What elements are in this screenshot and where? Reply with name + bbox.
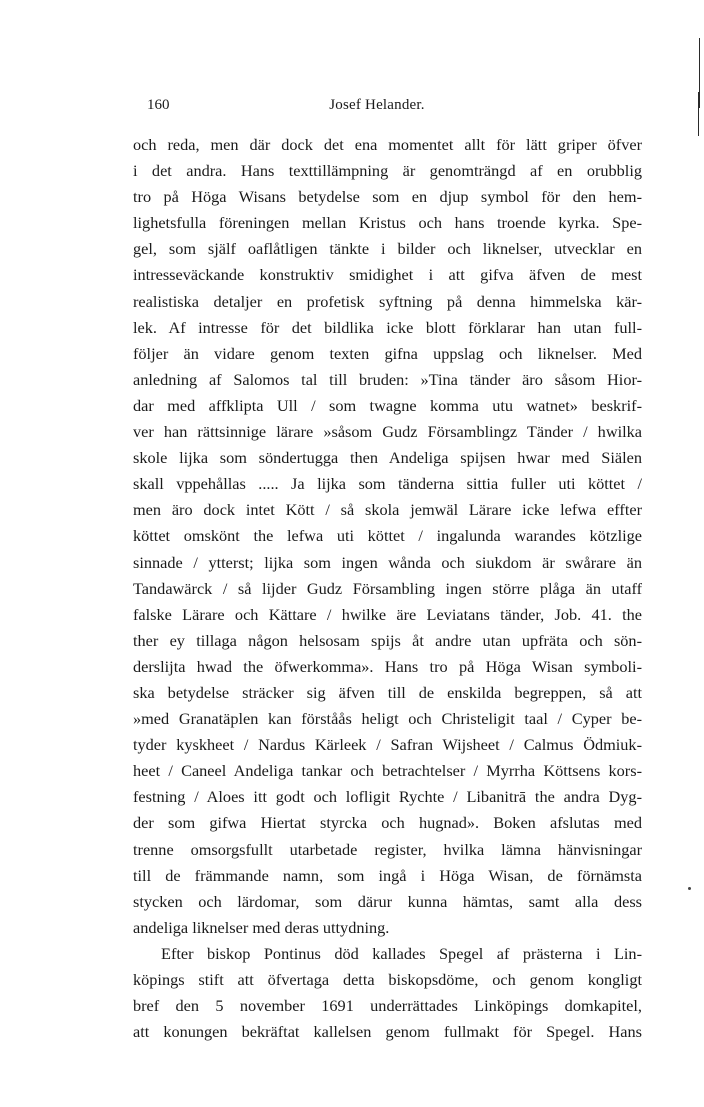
text-line: ver han rättsinnige lärare »såsom Gudz Församblingz Tänder / hwilka (133, 422, 642, 442)
text-line: följer än vidare genom texten gifna uppslag och liknelser. Med (133, 343, 642, 363)
text-line: stycken och lärdomar, som därur kunna hämtas, samt alla dess (133, 891, 642, 911)
scan-edge-line (698, 92, 699, 136)
text-line: realistiska detaljer en profetisk syftning på denna himmelska kär- (133, 291, 642, 311)
text-line: sinnade / ytterst; lijka som ingen wånda och siukdom är swårare än (133, 552, 642, 572)
text-line: gel, som själf oaflåtligen tänkte i bilder och liknelser, utvecklar en (133, 239, 642, 259)
text-line: köttet omskönt the lefwa uti köttet / ingalunda warandes kötzlige (133, 526, 642, 546)
text-line: skole lijka som söndertugga then Andeliga spijsen hwar med Siälen (133, 448, 642, 468)
body-text (133, 132, 642, 1045)
text-line: bref den 5 november 1691 underrättades Linköpings domkapitel, (133, 996, 642, 1016)
text-line: skall vppehållas ..... Ja lijka som tänderna sittia fuller uti köttet / (133, 474, 642, 494)
text-line: heet / Caneel Andeliga tankar och betrachtelser / Myrrha Köttsens kors- (133, 761, 642, 781)
text-line: intresseväckande konstruktiv smidighet i att gifva äfven de mest (133, 265, 642, 285)
text-line: att konungen bekräftat kallelsen genom fullmakt för Spegel. Hans (133, 1022, 642, 1042)
text-line: Tandawärck / så lijder Gudz Försambling ingen större plåga än utaff (133, 578, 642, 598)
text-line: till de främmande namn, som ingå i Höga Wisan, de förnämsta (133, 865, 642, 885)
text-line: andeliga liknelser med deras uttydning. (133, 917, 390, 937)
scan-speck (688, 887, 691, 890)
paragraph-2 (133, 941, 642, 1045)
text-line: dar med affklipta Ull / som twagne komma utu watnet» beskrif- (133, 395, 642, 415)
running-title: Josef Helander. (329, 97, 425, 113)
text-line: festning / Aloes itt godt och lofligit Rychte / Libanitrā the andra Dyg- (133, 787, 642, 807)
page-header (147, 93, 607, 117)
text-line: köpings stift att öfvertaga detta biskopsdöme, och genom kongligt (133, 970, 642, 989)
text-line: derslijta hwad the öfwerkomma». Hans tro på Höga Wisan symboli- (133, 656, 642, 676)
page-number: 160 (147, 97, 170, 113)
text-line: ther ey tillaga någon helsosam spijs åt andre utan upfräta och sön- (133, 630, 642, 650)
text-line: lek. Af intresse för det bildlika icke blott förklarar han utan full- (133, 317, 642, 337)
text-line: och reda, men där dock det ena momentet allt för lätt griper öfver (133, 135, 642, 154)
text-line: ska betydelse sträcker sig äfven till de enskilda begreppen, så att (133, 682, 642, 702)
text-line: trenne omsorgsfullt utarbetade register, hvilka lämna hänvisningar (133, 839, 642, 859)
text-line: tro på Höga Wisans betydelse som en djup symbol för den hem- (133, 187, 642, 207)
text-line: »med Granatäplen kan förståås heligt och Christeligit taal / Cyper be- (133, 709, 642, 729)
text-line: der som gifwa Hiertat styrcka och hugnad». Boken afslutas med (133, 813, 642, 833)
text-line: i det andra. Hans texttillämpning är genomträngd af en orubblig (133, 161, 642, 181)
text-line: lighetsfulla föreningen mellan Kristus och hans troende kyrka. Spe- (133, 213, 642, 233)
text-line: anledning af Salomos tal till bruden: »Tina tänder äro såsom Hior- (133, 369, 642, 389)
text-line: falske Lärare och Kättare / hwilke äre Leviatans tänder, Job. 41. the (133, 604, 642, 624)
text-line: men äro dock intet Kött / så skola jemwäl Lärare icke lefwa effter (133, 500, 642, 520)
text-line: Efter biskop Pontinus död kallades Spegel af prästerna i Lin- (161, 943, 642, 963)
text-line: tyder kyskheet / Nardus Kärleek / Safran Wijsheet / Calmus Ödmiuk- (133, 735, 642, 755)
paragraph-1 (133, 132, 642, 941)
